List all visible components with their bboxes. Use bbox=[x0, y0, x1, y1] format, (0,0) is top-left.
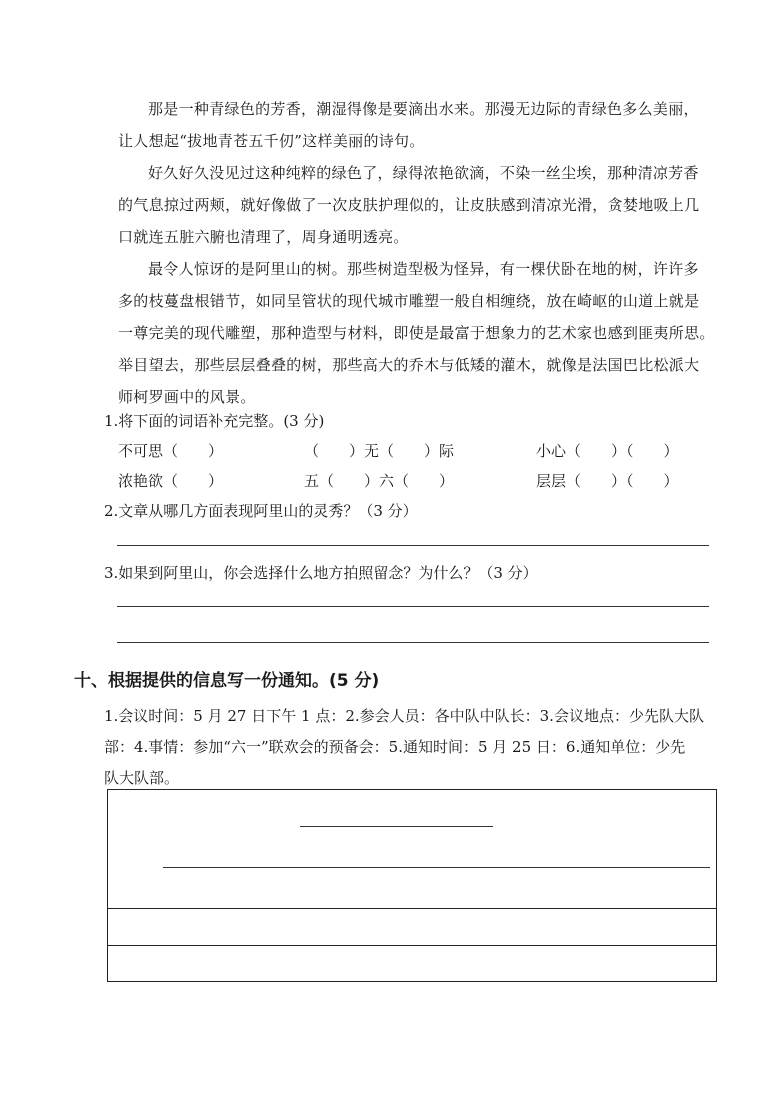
section-10-info-line-3: 队大队部。 bbox=[104, 769, 180, 787]
fill-blank-item: （ ）无（ ）际 bbox=[304, 442, 455, 460]
passage-line-8: 一尊完美的现代雕塑，那种造型与材料，即使是最富于想象力的艺术家也感到匪夷所思。 bbox=[118, 324, 715, 342]
section-10-title: 十、根据提供的信息写一份通知。(5 分) bbox=[74, 671, 380, 691]
passage-line-7: 多的枝蔓盘根错节，如同呈管状的现代城市雕塑一般自相缠绕，放在崎岖的山道上就是 bbox=[118, 292, 700, 310]
notice-body-row-2[interactable] bbox=[108, 946, 716, 981]
passage-line-5: 口就连五脏六腑也清理了，周身通明透亮。 bbox=[118, 228, 409, 246]
question-3-answer-line-2[interactable] bbox=[117, 642, 709, 643]
notice-writing-box bbox=[107, 789, 717, 982]
question-2-answer-line[interactable] bbox=[117, 545, 709, 546]
question-2-prompt: 2.文章从哪几方面表现阿里山的灵秀？（3 分） bbox=[104, 502, 418, 520]
question-1-prompt: 1.将下面的词语补充完整。(3 分) bbox=[104, 412, 325, 430]
passage-line-9: 举目望去，那些层层叠叠的树，那些高大的乔木与低矮的灌木，就像是法国巴比松派大 bbox=[118, 356, 700, 374]
fill-blank-item: 五（ ）六（ ） bbox=[304, 472, 455, 490]
notice-title-line[interactable] bbox=[300, 826, 493, 827]
notice-recipient-line[interactable] bbox=[163, 867, 710, 868]
section-10-info-line-2: 部：4.事情：参加“六一”联欢会的预备会：5.通知时间：5 月 25 日：6.通知单位：少先 bbox=[104, 738, 686, 756]
passage-line-2: 让人想起“拔地青苍五千仞”这样美丽的诗句。 bbox=[118, 132, 425, 150]
notice-body-row-1[interactable] bbox=[108, 909, 716, 944]
fill-blank-item: 浓艳欲（ ） bbox=[118, 472, 224, 490]
fill-blank-item: 层层（ ）（ ） bbox=[536, 472, 679, 490]
passage-line-10: 师柯罗画中的风景。 bbox=[118, 388, 256, 406]
passage-line-1: 那是一种青绿色的芳香，潮湿得像是要滴出水来。那漫无边际的青绿色多么美丽， bbox=[148, 100, 699, 118]
passage-line-3: 好久好久没见过这种纯粹的绿色了，绿得浓艳欲滴，不染一丝尘埃，那种清凉芳香 bbox=[148, 164, 699, 182]
question-3-prompt: 3.如果到阿里山，你会选择什么地方拍照留念？为什么？（3 分） bbox=[104, 564, 538, 582]
passage-line-6: 最令人惊讶的是阿里山的树。那些树造型极为怪异，有一棵伏卧在地的树，许许多 bbox=[148, 260, 699, 278]
question-3-answer-line-1[interactable] bbox=[117, 606, 709, 607]
fill-blank-item: 小心（ ）（ ） bbox=[536, 442, 679, 460]
fill-blank-item: 不可思（ ） bbox=[118, 442, 224, 460]
passage-line-4: 的气息掠过两颊，就好像做了一次皮肤护理似的，让皮肤感到清凉光滑，贪婪地吸上几 bbox=[118, 196, 700, 214]
section-10-info-line-1: 1.会议时间：5 月 27 日下午 1 点：2.参会人员：各中队中队长：3.会议地点：少先队大队 bbox=[104, 707, 704, 725]
